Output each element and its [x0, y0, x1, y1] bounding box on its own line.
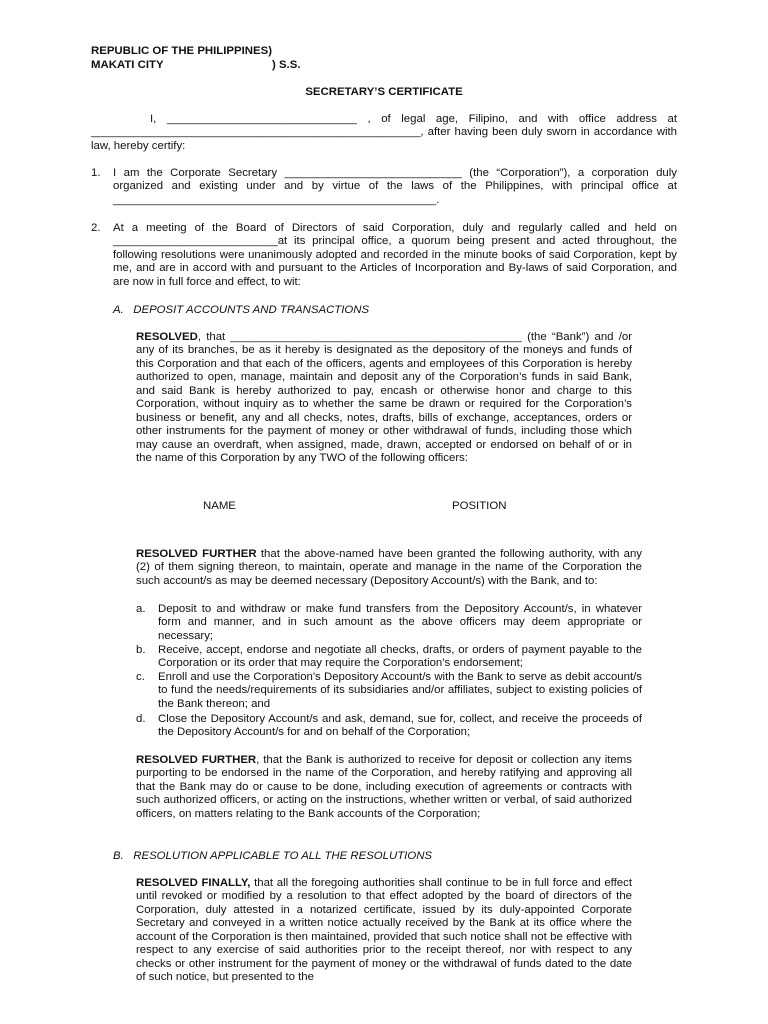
- section-b-heading: B. RESOLUTION APPLICABLE TO ALL THE RESOLUTIONS: [113, 850, 433, 862]
- item-text: I am the Corporate Secretary ____________________________ (the “Corporation”), a corporation duly organized and existing under and by virtue of the laws of the Philippines, with principal office at ___________________________________________________.: [113, 167, 677, 206]
- column-position-label: POSITION: [452, 500, 507, 512]
- header-republic: REPUBLIC OF THE PHILIPPINES): [91, 45, 272, 57]
- list-item: [136, 671, 642, 711]
- resolved-further-paragraph: [136, 548, 642, 588]
- item-text: At a meeting of the Board of Directors of said Corporation, duly and regularly called and held on __________________________at its principal office, a quorum being present and acted throughout, the following resolutions were unanimously adopted and recorded in the minute books of said Corporation, kept by me, and are in accord with and pursuant to the Articles of Incorporation and By-laws of said Corporation, and are now in full force and effect, to wit:: [113, 222, 677, 288]
- list-item: [91, 222, 677, 289]
- item-text: Deposit to and withdraw or make fund transfers from the Depository Account/s, in whatever form and manner, and in such amount as the above officers may deem appropriate or necessary;: [158, 603, 642, 642]
- intro-paragraph: I, ______________________________ , of legal age, Filipino, and with office address at ____________________________________________________, after having been duly sworn in accordance with law, hereby certify:: [91, 113, 677, 152]
- resolved-finally-paragraph: [136, 877, 632, 985]
- header-city: MAKATI CITY: [91, 59, 164, 71]
- item-letter: c.: [136, 671, 145, 683]
- item-number: 1.: [91, 167, 101, 179]
- resolved-further-lead: RESOLVED FURTHER: [136, 548, 257, 560]
- item-letter: b.: [136, 644, 146, 656]
- item-text: Enroll and use the Corporation's Depository Account/s with the Bank to serve as debit account/s to fund the needs/requirements of its subsidiaries and/or affiliates, subject to existing policies of the Bank thereon; and: [158, 671, 642, 710]
- item-letter: a.: [136, 603, 146, 615]
- list-item: [136, 713, 642, 740]
- resolved-further-text: , that the Bank is authorized to receive for deposit or collection any items purporting to be endorsed in the name of the Corporation, and hereby ratifying and approving all that the Bank may do or cause to be done, including execution of agreements or contracts with such authorized officers, or acting on the instructions, whether written or verbal, of said authorized officers, on matters relating to the Bank accounts of the Corporation;: [136, 754, 632, 820]
- column-name-label: NAME: [203, 500, 236, 512]
- header-ss: ) S.S.: [272, 59, 301, 71]
- item-number: 2.: [91, 222, 101, 234]
- resolved-further-text: that the above-named have been granted the following authority, with any (2) of them signing thereon, to maintain, operate and manage in the name of the Corporation the such account/s as may be deemed necessary (Depository Account/s) with the Bank, and to:: [136, 548, 642, 587]
- resolved-finally-text: that all the foregoing authorities shall continue to be in full force and effect until revoked or modified by a resolution to that effect adopted by the board of directors of the Corporation, duly attested in a notarized certificate, issued by its duly-appointed Corporate Secretary and conveyed in a written notice actually received by the Bank at its office where the account of the Corporation is then maintained, provided that such notice shall not be effective with respect to any exercise of said authorities prior to the receipt thereof, nor with respect to any checks or other instrument for the payment of money or the withdrawal of funds dated to the date of such notice, but presented to the: [136, 877, 632, 984]
- section-a-heading: A. DEPOSIT ACCOUNTS AND TRANSACTIONS: [113, 304, 370, 316]
- resolved-further-paragraph: [136, 754, 632, 821]
- list-item: [136, 603, 642, 643]
- list-item: [91, 167, 677, 207]
- item-letter: d.: [136, 713, 146, 725]
- item-text: Close the Depository Account/s and ask, demand, sue for, collect, and receive the proceeds of the Depository Account/s for and on behalf of the Corporation;: [158, 713, 642, 739]
- resolved-further-lead: RESOLVED FURTHER: [136, 754, 257, 766]
- item-text: Receive, accept, endorse and negotiate all checks, drafts, or orders of payment payable to the Corporation or its order that may require the Corporation's endorsement;: [158, 644, 642, 670]
- resolved-paragraph: [136, 331, 632, 466]
- resolved-text: , that ______________________________________________ (the “Bank”) and /or any of its branches, be as it hereby is designated as the depository of the moneys and funds of this Corporation and that each of the officers, agents and employees of this Corporation is hereby authorized to open, manage, maintain and deposit any of the Corporation’s funds in said Bank, and said Bank is hereby authorized to pay, encash or otherwise honor and charge to this Corporation, without inquiry as to whether the same be drawn or required for the Corporation’s business or benefit, any and all checks, notes, drafts, bills of exchange, acceptances, orders or other instruments for the payment of money or other withdrawal of funds, including those which may cause an overdraft, when assigned, made, drawn, accepted or endorsed on behalf of or in the name of this Corporation by any TWO of the following officers:: [136, 331, 632, 465]
- resolved-finally-lead: RESOLVED FINALLY,: [136, 877, 251, 889]
- list-item: [136, 644, 642, 671]
- page-title: SECRETARY’S CERTIFICATE: [305, 86, 463, 98]
- resolved-lead: RESOLVED: [136, 331, 198, 343]
